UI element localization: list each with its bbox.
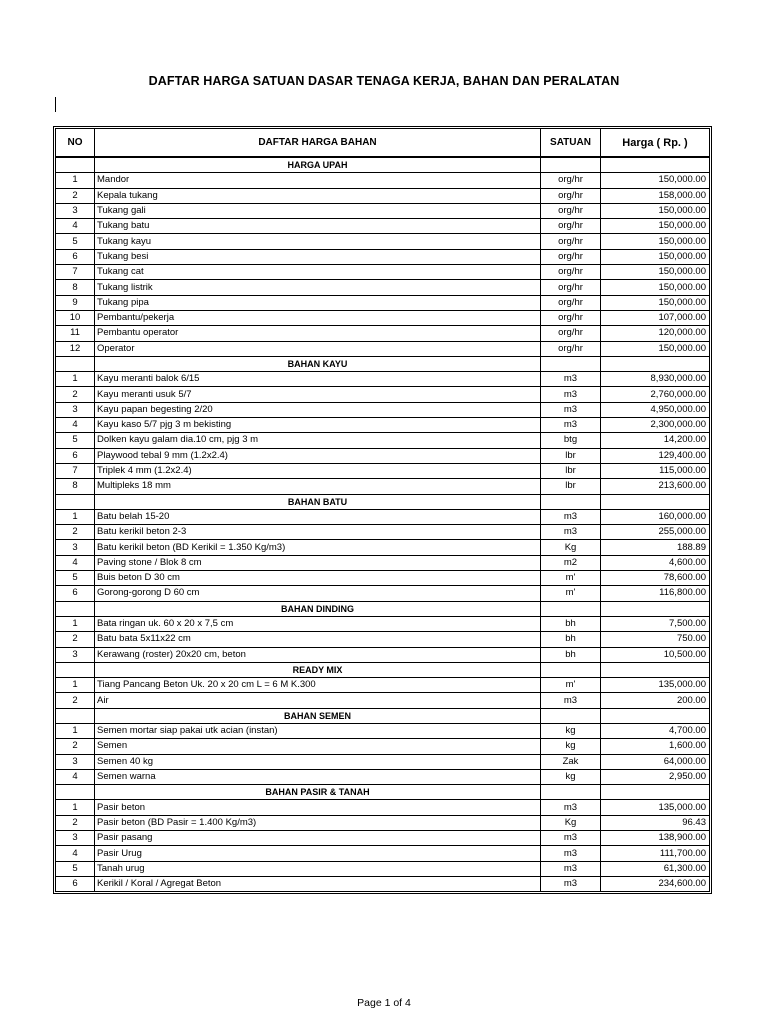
- cell-unit: Zak: [541, 754, 601, 769]
- cell-no: 5: [56, 571, 95, 586]
- cell-unit: m3: [541, 693, 601, 708]
- cell-price: 14,200.00: [601, 433, 710, 448]
- section-title: READY MIX: [95, 662, 541, 677]
- cell-price: 116,800.00: [601, 586, 710, 601]
- cell-no: 2: [56, 188, 95, 203]
- cell-name: Tukang batu: [95, 219, 541, 234]
- price-table: [55, 128, 710, 892]
- cell-name: Operator: [95, 341, 541, 356]
- cell-price: 107,000.00: [601, 310, 710, 325]
- table-row: [56, 586, 710, 601]
- cell-unit: org/hr: [541, 188, 601, 203]
- cell-price: 150,000.00: [601, 219, 710, 234]
- table-row: [56, 846, 710, 861]
- cell-name: Pasir beton: [95, 800, 541, 815]
- cell-unit: lbr: [541, 479, 601, 494]
- table-row: [56, 831, 710, 846]
- section-no-cell: [56, 662, 95, 677]
- page-title: DAFTAR HARGA SATUAN DASAR TENAGA KERJA, BAHAN DAN PERALATAN: [148, 74, 620, 88]
- cell-price: 111,700.00: [601, 846, 710, 861]
- table-row: [56, 280, 710, 295]
- section-title: BAHAN DINDING: [95, 601, 541, 616]
- table-row: [56, 479, 710, 494]
- table-row: [56, 265, 710, 280]
- table-body: [56, 157, 710, 892]
- cell-no: 2: [56, 739, 95, 754]
- cell-name: Playwood tebal 9 mm (1.2x2.4): [95, 448, 541, 463]
- cell-unit: m3: [541, 387, 601, 402]
- table-row: [56, 310, 710, 325]
- section-unit-cell: [541, 785, 601, 800]
- cell-name: Tukang kayu: [95, 234, 541, 249]
- table-row: [56, 540, 710, 555]
- header-name: DAFTAR HARGA BAHAN: [95, 129, 541, 158]
- table-row: [56, 555, 710, 570]
- section-unit-cell: [541, 662, 601, 677]
- cell-name: Tukang gali: [95, 203, 541, 218]
- section-price-cell: [601, 662, 710, 677]
- table-row: [56, 678, 710, 693]
- cell-price: 150,000.00: [601, 265, 710, 280]
- table-row: [56, 876, 710, 891]
- table-row: [56, 341, 710, 356]
- cell-unit: lbr: [541, 463, 601, 478]
- cell-price: 8,930,000.00: [601, 372, 710, 387]
- cell-name: Tukang besi: [95, 249, 541, 264]
- cell-no: 7: [56, 265, 95, 280]
- cell-name: Buis beton D 30 cm: [95, 571, 541, 586]
- section-title: BAHAN PASIR & TANAH: [95, 785, 541, 800]
- table-row: [56, 326, 710, 341]
- cell-name: Tanah urug: [95, 861, 541, 876]
- cell-no: 6: [56, 586, 95, 601]
- cell-unit: org/hr: [541, 234, 601, 249]
- cell-unit: org/hr: [541, 326, 601, 341]
- cell-no: 9: [56, 295, 95, 310]
- cell-price: 4,600.00: [601, 555, 710, 570]
- cell-no: 3: [56, 203, 95, 218]
- cell-name: Kayu meranti usuk 5/7: [95, 387, 541, 402]
- cell-price: 1,600.00: [601, 739, 710, 754]
- cell-unit: bh: [541, 647, 601, 662]
- cell-name: Kerawang (roster) 20x20 cm, beton: [95, 647, 541, 662]
- section-title: BAHAN BATU: [95, 494, 541, 509]
- cell-name: Semen mortar siap pakai utk acian (instan): [95, 723, 541, 738]
- section-no-cell: [56, 601, 95, 616]
- cell-no: 4: [56, 846, 95, 861]
- cell-price: 135,000.00: [601, 800, 710, 815]
- cell-unit: org/hr: [541, 265, 601, 280]
- cell-unit: Kg: [541, 815, 601, 830]
- cell-name: Bata ringan uk. 60 x 20 x 7,5 cm: [95, 616, 541, 631]
- cell-unit: kg: [541, 769, 601, 784]
- cell-price: 96.43: [601, 815, 710, 830]
- table-row: [56, 525, 710, 540]
- cell-price: 7,500.00: [601, 616, 710, 631]
- cell-no: 1: [56, 800, 95, 815]
- cell-name: Multipleks 18 mm: [95, 479, 541, 494]
- cell-name: Batu belah 15-20: [95, 509, 541, 524]
- table-row: [56, 769, 710, 784]
- cell-price: 160,000.00: [601, 509, 710, 524]
- cell-name: Kayu papan begesting 2/20: [95, 402, 541, 417]
- table-row: [56, 463, 710, 478]
- cell-price: 150,000.00: [601, 295, 710, 310]
- cell-name: Gorong-gorong D 60 cm: [95, 586, 541, 601]
- cell-price: 129,400.00: [601, 448, 710, 463]
- price-table-frame: [53, 126, 712, 894]
- cell-no: 3: [56, 402, 95, 417]
- cell-price: 255,000.00: [601, 525, 710, 540]
- cell-price: 4,700.00: [601, 723, 710, 738]
- cell-name: Semen 40 kg: [95, 754, 541, 769]
- section-no-cell: [56, 356, 95, 371]
- table-row: [56, 402, 710, 417]
- cell-unit: org/hr: [541, 341, 601, 356]
- cell-name: Kerikil / Koral / Agregat Beton: [95, 876, 541, 891]
- table-row: [56, 234, 710, 249]
- cell-unit: m3: [541, 831, 601, 846]
- cell-unit: m3: [541, 509, 601, 524]
- cell-name: Semen warna: [95, 769, 541, 784]
- cell-name: Batu bata 5x11x22 cm: [95, 632, 541, 647]
- section-row: [56, 157, 710, 173]
- cell-no: 7: [56, 463, 95, 478]
- cell-unit: org/hr: [541, 219, 601, 234]
- cell-price: 115,000.00: [601, 463, 710, 478]
- section-row: [56, 662, 710, 677]
- cell-no: 10: [56, 310, 95, 325]
- cell-unit: m': [541, 586, 601, 601]
- table-row: [56, 188, 710, 203]
- section-price-cell: [601, 708, 710, 723]
- cell-price: 138,900.00: [601, 831, 710, 846]
- table-row: [56, 861, 710, 876]
- table-row: [56, 295, 710, 310]
- cell-name: Pembantu/pekerja: [95, 310, 541, 325]
- cell-unit: m3: [541, 525, 601, 540]
- table-row: [56, 754, 710, 769]
- section-price-cell: [601, 785, 710, 800]
- cell-name: Paving stone / Blok 8 cm: [95, 555, 541, 570]
- cell-no: 4: [56, 555, 95, 570]
- cell-unit: m3: [541, 876, 601, 891]
- cell-price: 150,000.00: [601, 249, 710, 264]
- cell-unit: org/hr: [541, 203, 601, 218]
- cell-unit: bh: [541, 616, 601, 631]
- header-price: Harga ( Rp. ): [601, 129, 710, 158]
- cell-unit: m': [541, 571, 601, 586]
- table-row: [56, 800, 710, 815]
- table-row: [56, 632, 710, 647]
- cell-price: 2,950.00: [601, 769, 710, 784]
- section-price-cell: [601, 601, 710, 616]
- cell-name: Semen: [95, 739, 541, 754]
- cell-price: 2,300,000.00: [601, 418, 710, 433]
- cell-name: Air: [95, 693, 541, 708]
- section-row: [56, 785, 710, 800]
- cell-name: Tukang listrik: [95, 280, 541, 295]
- cell-unit: m': [541, 678, 601, 693]
- cell-no: 5: [56, 433, 95, 448]
- table-header-row: [56, 129, 710, 158]
- cell-price: 135,000.00: [601, 678, 710, 693]
- section-unit-cell: [541, 708, 601, 723]
- table-row: [56, 448, 710, 463]
- section-row: [56, 494, 710, 509]
- table-row: [56, 723, 710, 738]
- cell-price: 188.89: [601, 540, 710, 555]
- table-row: [56, 571, 710, 586]
- cell-unit: m3: [541, 418, 601, 433]
- section-unit-cell: [541, 494, 601, 509]
- table-row: [56, 647, 710, 662]
- cell-name: Pasir beton (BD Pasir = 1.400 Kg/m3): [95, 815, 541, 830]
- cell-no: 12: [56, 341, 95, 356]
- cell-name: Kayu meranti balok 6/15: [95, 372, 541, 387]
- cell-name: Kepala tukang: [95, 188, 541, 203]
- cell-no: 3: [56, 647, 95, 662]
- cell-price: 213,600.00: [601, 479, 710, 494]
- cell-unit: btg: [541, 433, 601, 448]
- cell-no: 6: [56, 249, 95, 264]
- cell-no: 4: [56, 418, 95, 433]
- cell-price: 4,950,000.00: [601, 402, 710, 417]
- cell-unit: m3: [541, 402, 601, 417]
- cell-price: 750.00: [601, 632, 710, 647]
- section-unit-cell: [541, 157, 601, 173]
- table-row: [56, 372, 710, 387]
- cell-price: 64,000.00: [601, 754, 710, 769]
- cell-no: 1: [56, 372, 95, 387]
- cell-price: 150,000.00: [601, 280, 710, 295]
- cell-no: 2: [56, 815, 95, 830]
- cell-price: 150,000.00: [601, 173, 710, 188]
- cell-name: Tiang Pancang Beton Uk. 20 x 20 cm L = 6 M K.300: [95, 678, 541, 693]
- cell-price: 150,000.00: [601, 203, 710, 218]
- table-row: [56, 418, 710, 433]
- cell-no: 6: [56, 876, 95, 891]
- cell-no: 2: [56, 387, 95, 402]
- section-no-cell: [56, 494, 95, 509]
- cell-name: Kayu kaso 5/7 pjg 3 m bekisting: [95, 418, 541, 433]
- cell-no: 4: [56, 769, 95, 784]
- cell-unit: bh: [541, 632, 601, 647]
- cell-price: 200.00: [601, 693, 710, 708]
- cell-price: 150,000.00: [601, 234, 710, 249]
- cell-unit: org/hr: [541, 310, 601, 325]
- table-row: [56, 249, 710, 264]
- cell-no: 3: [56, 754, 95, 769]
- cell-unit: org/hr: [541, 280, 601, 295]
- section-no-cell: [56, 785, 95, 800]
- table-row: [56, 509, 710, 524]
- cell-unit: m3: [541, 800, 601, 815]
- table-row: [56, 203, 710, 218]
- cell-price: 120,000.00: [601, 326, 710, 341]
- cell-no: 8: [56, 280, 95, 295]
- section-no-cell: [56, 708, 95, 723]
- section-row: [56, 708, 710, 723]
- cell-unit: kg: [541, 739, 601, 754]
- cell-unit: kg: [541, 723, 601, 738]
- table-row: [56, 219, 710, 234]
- table-row: [56, 173, 710, 188]
- section-title: BAHAN KAYU: [95, 356, 541, 371]
- cell-price: 2,760,000.00: [601, 387, 710, 402]
- cell-name: Tukang pipa: [95, 295, 541, 310]
- table-row: [56, 815, 710, 830]
- section-title: HARGA UPAH: [95, 157, 541, 173]
- cell-name: Dolken kayu galam dia.10 cm, pjg 3 m: [95, 433, 541, 448]
- section-row: [56, 356, 710, 371]
- cell-unit: org/hr: [541, 295, 601, 310]
- cell-unit: m3: [541, 372, 601, 387]
- header-no: NO: [56, 129, 95, 158]
- cell-name: Mandor: [95, 173, 541, 188]
- cell-name: Pasir pasang: [95, 831, 541, 846]
- cell-name: Pasir Urug: [95, 846, 541, 861]
- cell-no: 6: [56, 448, 95, 463]
- cell-no: 1: [56, 678, 95, 693]
- section-price-cell: [601, 157, 710, 173]
- cell-no: 11: [56, 326, 95, 341]
- cell-no: 1: [56, 173, 95, 188]
- table-row: [56, 739, 710, 754]
- cell-name: Batu kerikil beton 2-3: [95, 525, 541, 540]
- cell-price: 150,000.00: [601, 341, 710, 356]
- cell-unit: org/hr: [541, 173, 601, 188]
- cell-name: Batu kerikil beton (BD Kerikil = 1.350 Kg/m3): [95, 540, 541, 555]
- cell-no: 8: [56, 479, 95, 494]
- table-row: [56, 387, 710, 402]
- cell-price: 78,600.00: [601, 571, 710, 586]
- section-unit-cell: [541, 356, 601, 371]
- cell-no: 1: [56, 616, 95, 631]
- section-price-cell: [601, 356, 710, 371]
- cell-price: 234,600.00: [601, 876, 710, 891]
- cell-no: 2: [56, 525, 95, 540]
- table-row: [56, 616, 710, 631]
- cell-unit: m3: [541, 861, 601, 876]
- cell-price: 158,000.00: [601, 188, 710, 203]
- header-unit: SATUAN: [541, 129, 601, 158]
- cell-no: 5: [56, 861, 95, 876]
- cell-price: 61,300.00: [601, 861, 710, 876]
- table-row: [56, 433, 710, 448]
- cell-name: Tukang cat: [95, 265, 541, 280]
- cell-name: Pembantu operator: [95, 326, 541, 341]
- page-number: Page 1 of 4: [357, 997, 411, 1009]
- cell-unit: Kg: [541, 540, 601, 555]
- table-row: [56, 693, 710, 708]
- cell-no: 3: [56, 540, 95, 555]
- cell-name: Triplek 4 mm (1.2x2.4): [95, 463, 541, 478]
- cell-no: 2: [56, 693, 95, 708]
- text-cursor: [55, 97, 56, 112]
- cell-unit: m2: [541, 555, 601, 570]
- cell-no: 2: [56, 632, 95, 647]
- section-price-cell: [601, 494, 710, 509]
- cell-price: 10,500.00: [601, 647, 710, 662]
- cell-no: 1: [56, 509, 95, 524]
- cell-no: 5: [56, 234, 95, 249]
- cell-unit: lbr: [541, 448, 601, 463]
- section-no-cell: [56, 157, 95, 173]
- cell-no: 3: [56, 831, 95, 846]
- cell-unit: m3: [541, 846, 601, 861]
- section-row: [56, 601, 710, 616]
- section-title: BAHAN SEMEN: [95, 708, 541, 723]
- cell-no: 1: [56, 723, 95, 738]
- section-unit-cell: [541, 601, 601, 616]
- cell-no: 4: [56, 219, 95, 234]
- cell-unit: org/hr: [541, 249, 601, 264]
